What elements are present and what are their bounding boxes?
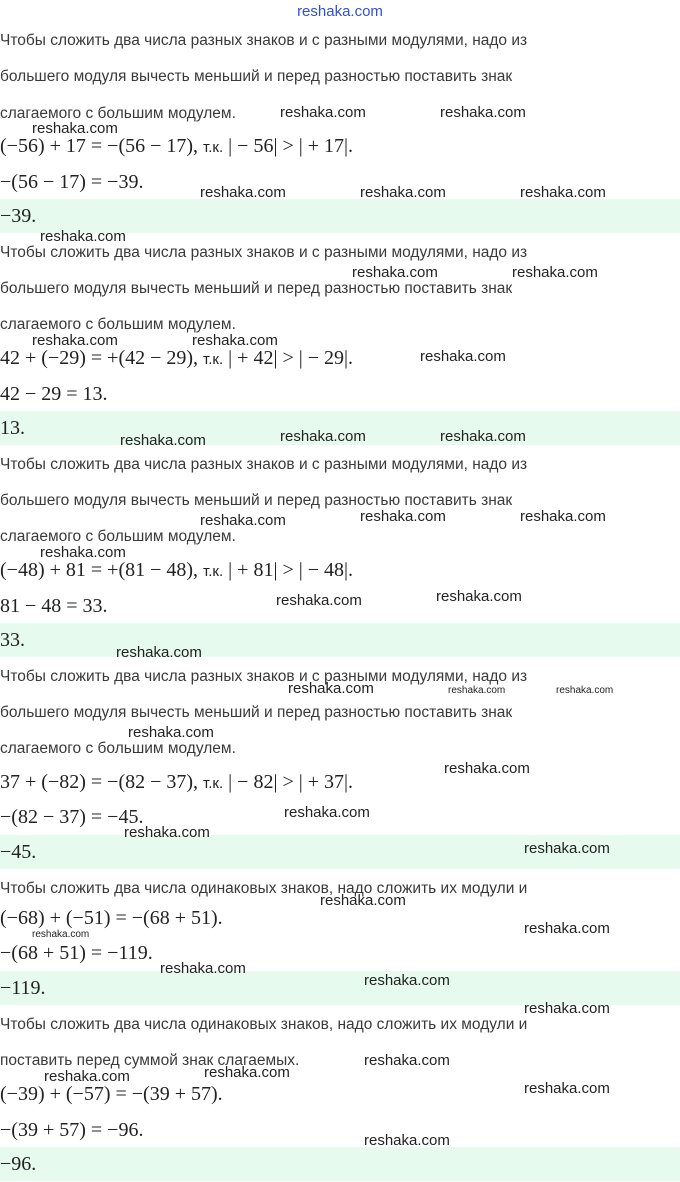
watermark: reshaka.com (520, 508, 606, 525)
watermark: reshaka.com (448, 685, 506, 696)
watermark: reshaka.com (364, 1132, 450, 1149)
watermark: reshaka.com (280, 428, 366, 445)
rule-line: Чтобы сложить два числа одинаковых знаков, надо сложить их модули и (0, 880, 528, 897)
site-header[interactable] (0, 0, 680, 26)
watermark: reshaka.com (192, 332, 278, 349)
rule-line: большего модуля вычесть меньший и перед разностью поставить знак (0, 492, 513, 509)
rule-line: слагаемого с большим модулем. (0, 316, 236, 333)
since-label: т.к. (203, 775, 224, 792)
solution-result: 81 − 48 = 33. (0, 595, 108, 617)
solution-step (0, 770, 680, 796)
answer-box: 33. (0, 623, 680, 657)
watermark: reshaka.com (32, 929, 90, 940)
step-expression: (−48) + 81 = +(81 − 48), (0, 559, 199, 581)
rule-line: поставить перед суммой знак слагаемых. (0, 1052, 300, 1069)
solution-step (0, 558, 680, 584)
watermark: reshaka.com (360, 184, 446, 201)
since-label: т.к. (203, 139, 224, 156)
since-label: т.к. (203, 563, 224, 580)
watermark: reshaka.com (120, 432, 206, 449)
watermark: reshaka.com (128, 724, 214, 741)
answer-box: −39. (0, 199, 680, 233)
rule-line: большего модуля вычесть меньший и перед разностью поставить знак (0, 704, 513, 721)
since-label: т.к. (203, 351, 224, 368)
watermark: reshaka.com (44, 1068, 130, 1085)
watermark: reshaka.com (524, 1000, 610, 1017)
watermark: reshaka.com (320, 892, 406, 909)
watermark: reshaka.com (280, 104, 366, 121)
watermark: reshaka.com (116, 644, 202, 661)
watermark: reshaka.com (352, 264, 438, 281)
watermark: reshaka.com (364, 1052, 450, 1069)
watermark: reshaka.com (124, 824, 210, 841)
watermark: reshaka.com (524, 920, 610, 937)
watermark: reshaka.com (436, 588, 522, 605)
solution-result: −(68 + 51) = −119. (0, 942, 153, 964)
rule-line: Чтобы сложить два числа разных знаков и с разными модулями, надо из (0, 32, 528, 49)
watermark: reshaka.com (444, 760, 530, 777)
watermark: reshaka.com (160, 960, 246, 977)
rule-line: слагаемого с большим модулем. (0, 105, 236, 122)
solution-result: 42 − 29 = 13. (0, 383, 108, 405)
answer-box: −45. (0, 835, 680, 869)
step-condition: | + 42| > | − 29|. (228, 347, 354, 369)
solution-step (0, 346, 680, 372)
watermark: reshaka.com (40, 544, 126, 561)
watermark: reshaka.com (40, 228, 126, 245)
rule-line: Чтобы сложить два числа одинаковых знаков, надо сложить их модули и (0, 1016, 528, 1033)
step-expression: (−56) + 17 = −(56 − 17), (0, 135, 199, 157)
rule-line: Чтобы сложить два числа разных знаков и с разными модулями, надо из (0, 244, 528, 261)
step-expression: (−39) + (−57) = −(39 + 57). (0, 1083, 223, 1105)
step-condition: | − 56| > | + 17|. (228, 135, 354, 157)
site-link[interactable]: reshaka.com (297, 3, 383, 20)
watermark: reshaka.com (360, 508, 446, 525)
watermark: reshaka.com (420, 348, 506, 365)
watermark: reshaka.com (32, 332, 118, 349)
watermark: reshaka.com (524, 840, 610, 857)
watermark: reshaka.com (520, 184, 606, 201)
solution-step (0, 134, 680, 160)
step-condition: | − 82| > | + 37|. (228, 771, 354, 793)
watermark: reshaka.com (288, 680, 374, 697)
step-expression: (−68) + (−51) = −(68 + 51). (0, 907, 223, 929)
watermark: reshaka.com (524, 1080, 610, 1097)
watermark: reshaka.com (200, 512, 286, 529)
watermark: reshaka.com (276, 592, 362, 609)
rule-line: большего модуля вычесть меньший и перед разностью поставить знак (0, 280, 513, 297)
rule-line: слагаемого с большим модулем. (0, 740, 236, 757)
rule-line: Чтобы сложить два числа разных знаков и с разными модулями, надо из (0, 456, 528, 473)
watermark: reshaka.com (32, 120, 118, 137)
watermark: reshaka.com (512, 264, 598, 281)
solution-result: −(56 − 17) = −39. (0, 171, 144, 193)
watermark: reshaka.com (364, 972, 450, 989)
rule-line: слагаемого с большим модулем. (0, 528, 236, 545)
rule-line: Чтобы сложить два числа разных знаков и с разными модулями, надо из (0, 668, 528, 685)
step-expression: 37 + (−82) = −(82 − 37), (0, 771, 199, 793)
solution-result: −(39 + 57) = −96. (0, 1119, 144, 1141)
solution-result: −(82 − 37) = −45. (0, 806, 144, 828)
step-expression: 42 + (−29) = +(42 − 29), (0, 347, 199, 369)
watermark: reshaka.com (204, 1064, 290, 1081)
answer-box: −119. (0, 971, 680, 1005)
watermark: reshaka.com (556, 685, 614, 696)
watermark: reshaka.com (200, 184, 286, 201)
watermark: reshaka.com (440, 428, 526, 445)
watermark: reshaka.com (440, 104, 526, 121)
watermark: reshaka.com (284, 804, 370, 821)
answer-box: −96. (0, 1147, 680, 1181)
answer-box: 13. (0, 411, 680, 445)
rule-line: большего модуля вычесть меньший и перед разностью поставить знак (0, 68, 513, 85)
step-condition: | + 81| > | − 48|. (228, 559, 354, 581)
